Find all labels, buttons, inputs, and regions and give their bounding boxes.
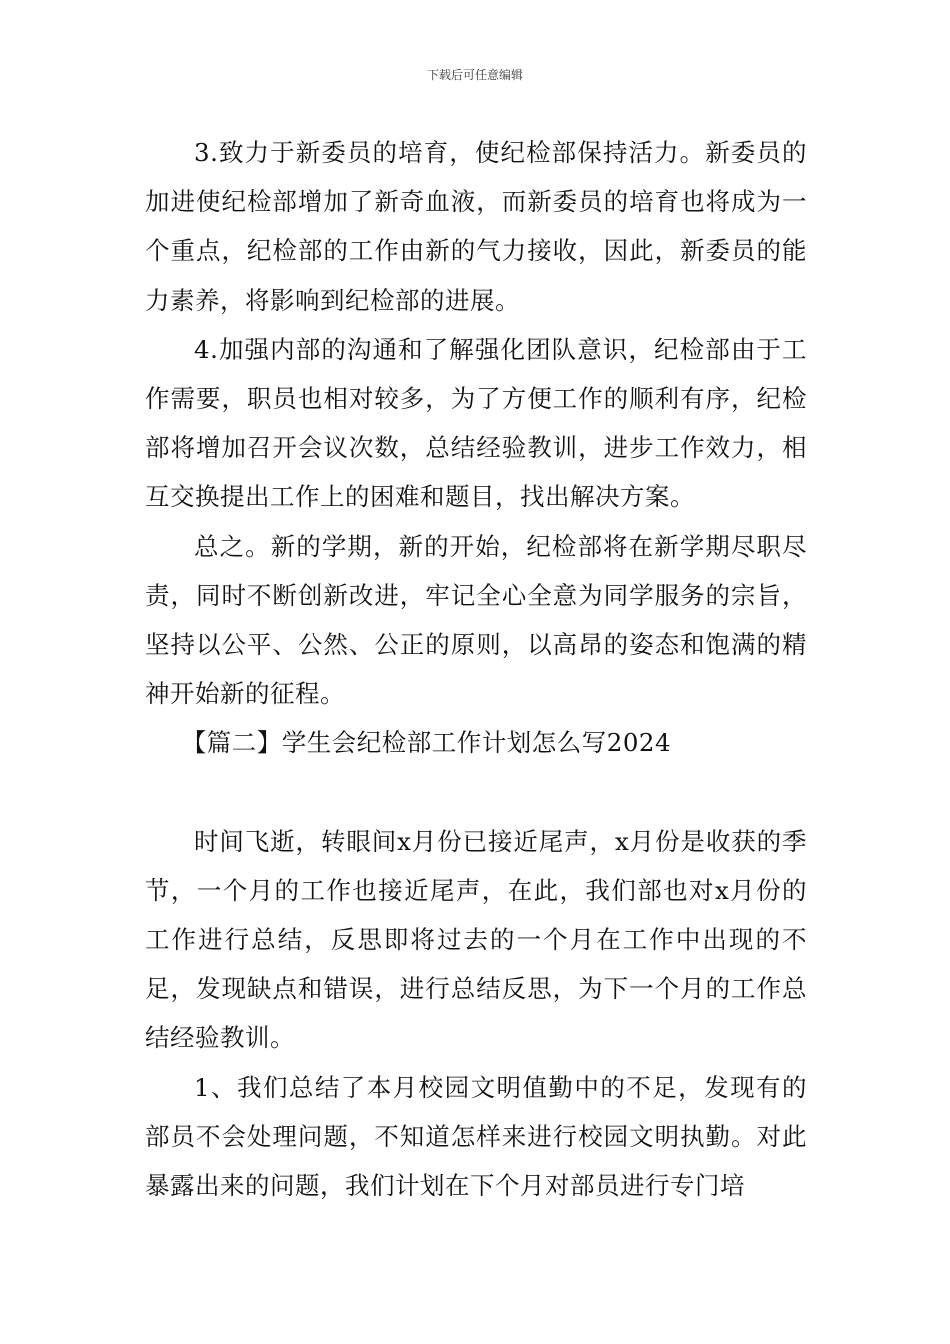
- paragraph-item-3: 3.致力于新委员的培育，使纪检部保持活力。新委员的加进使纪检部增加了新奇血液，而新委员的培育也将成为一个重点，纪检部的工作由新的气力接收，因此，新委员的能力素养，将影响到纪检部的进展。: [145, 138, 807, 315]
- paragraph-intro: 时间飞逝，转眼间x月份已接近尾声，x月份是收获的季节，一个月的工作也接近尾声，在此，我们部也对x月份的工作进行总结，反思即将过去的一个月在工作中出现的不足，发现缺点和错误，进行总结反思，为下一个月的工作总结经验教训。: [145, 826, 807, 1053]
- paragraph-summary: 总之。新的学期，新的开始，纪检部将在新学期尽职尽责，同时不断创新改进，牢记全心全意为同学服务的宗旨，坚持以公平、公然、公正的原则，以高昂的姿态和饱满的精神开始新的征程。: [145, 531, 807, 709]
- section-spacer: [145, 768, 807, 817]
- paragraph-item-4: 4.加强内部的沟通和了解强化团队意识，纪检部由于工作需要，职员也相对较多，为了方便工作的顺利有序，纪检部将增加召开会议次数，总结经验教训，进步工作效力，相互交换提出工作上的困难和题目，找出解决方案。: [145, 334, 807, 512]
- header-note: 下载后可任意编辑: [426, 68, 523, 82]
- document-body: [145, 128, 807, 1210]
- paragraph-item-1: 1、我们总结了本月校园文明值勤中的不足，发现有的部员不会处理问题，不知道怎样来进行校园文明执勤。对此暴露出来的问题，我们计划在下个月对部员进行专门培: [145, 1072, 807, 1201]
- section-title: 【篇二】学生会纪检部工作计划怎么写2024: [181, 728, 672, 758]
